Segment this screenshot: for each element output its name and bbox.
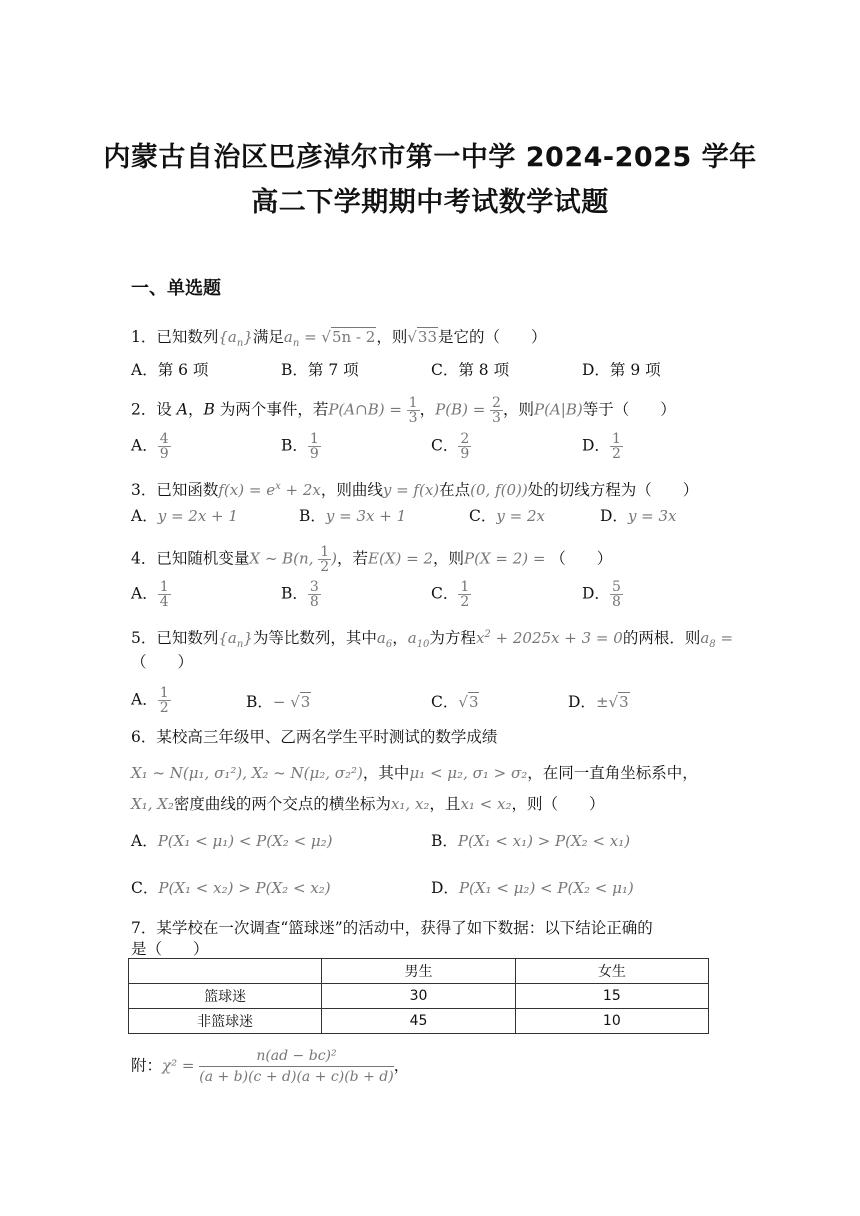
chi-square-note: 附：χ² = $\frac{\text{n(ad − bc)²}}{(a + b)(c + d)(a + c)(b + d)}$ ， xyxy=(131,1048,410,1085)
q2-option-c: C． $\frac{2}{9}$ xyxy=(431,431,470,462)
section-heading: 一、单选题 xyxy=(131,278,221,299)
q4-option-c: C． $\frac{1}{2}$ xyxy=(431,579,470,610)
q2-option-b: B． $\frac{1}{9}$ xyxy=(281,431,319,462)
q3-option-d: D．y = 3x xyxy=(600,507,677,525)
table-row xyxy=(129,984,709,1009)
table-row xyxy=(129,1009,709,1034)
q2-option-d: D． $\frac{1}{2}$ xyxy=(582,431,621,462)
question-3: 3．已知函数$f(x) = e^x + 2x$，则曲线y = f(x)在点(0, f(0))处的切线方程为（ ） xyxy=(131,481,699,499)
table-header-cell: 女生 xyxy=(515,959,708,984)
q3-option-a: A．y = 2x + 1 xyxy=(131,507,238,525)
q5-option-d: D．±√3 xyxy=(568,693,629,711)
question-5: 5．已知数列$\{a_n\}$为等比数列，其中$a_6$，$a_{10}$为方程$x^2 + 2025x + 3 = 0$的两根．则$a_8$ = xyxy=(131,629,734,650)
question-4: 4．已知随机变量X ~ B(n, $\frac{1}{2}$ )，若E(X) = 2，则P(X = 2) = （ ） xyxy=(131,544,613,575)
table-header-cell xyxy=(129,959,322,984)
question-6: 6．某校高三年级甲、乙两名学生平时测试的数学成绩 xyxy=(131,728,498,746)
q6-option-d: D．P(X₁ < μ₂) < P(X₂ < μ₁) xyxy=(431,879,634,897)
question-7: 7．某学校在一次调查“篮球迷”的活动中，获得了如下数据：以下结论正确的 xyxy=(131,919,653,937)
q2-option-a: A． $\frac{4}{9}$ xyxy=(131,431,169,462)
q6-option-c: C．P(X₁ < x₂) > P(X₂ < x₂) xyxy=(131,879,331,897)
q1-option-c: C．第 8 项 xyxy=(431,361,510,379)
table-cell: 30 xyxy=(322,984,515,1009)
q3-option-b: B．y = 3x + 1 xyxy=(299,507,407,525)
table-cell: 10 xyxy=(515,1009,708,1034)
exam-title-line1: 内蒙古自治区巴彦淖尔市第一中学 2024-2025 学年 xyxy=(103,142,757,173)
q4-option-a: A． $\frac{1}{4}$ xyxy=(131,579,169,610)
q1-option-a: A．第 6 项 xyxy=(131,361,209,379)
table-header-cell: 男生 xyxy=(322,959,515,984)
q4-option-b: B． $\frac{3}{8}$ xyxy=(281,579,319,610)
question-7-line2: 是（ ） xyxy=(131,940,209,958)
table-cell: 45 xyxy=(322,1009,515,1034)
q1-option-b: B．第 7 项 xyxy=(281,361,359,379)
exam-title-line2: 高二下学期期中考试数学试题 xyxy=(251,187,609,218)
question-6-line3: X₁, X₂密度曲线的两个交点的横坐标为x₁, x₂，且x₁ < x₂，则（ ） xyxy=(131,795,605,813)
q3-option-c: C．y = 2x xyxy=(469,507,545,525)
table-cell: 篮球迷 xyxy=(129,984,322,1009)
q5-option-b: B．− √3 xyxy=(246,693,311,711)
question-2: 2．设 A，B 为两个事件，若P(A∩B) = $\frac{1}{3}$ ，P(B) = $\frac{2}{3}$ ，则P(A|B)等于（ ） xyxy=(131,395,676,426)
q5-option-a: A． $\frac{1}{2}$ xyxy=(131,685,169,716)
table-cell: 15 xyxy=(515,984,708,1009)
table-cell: 非篮球迷 xyxy=(129,1009,322,1034)
q6-option-a: A．P(X₁ < μ₁) < P(X₂ < μ₂) xyxy=(131,832,333,850)
table-header-row xyxy=(129,959,709,984)
question-5-line2: （ ） xyxy=(131,653,194,671)
q4-option-d: D． $\frac{5}{8}$ xyxy=(582,579,621,610)
question-1: 1．已知数列$\{a_n\}$满足$a_n = √5n - 2$，则√33是它的（ ） xyxy=(131,328,547,349)
question-6-line2: X₁ ~ N(μ₁, σ₁²), X₂ ~ N(μ₂, σ₂²)，其中μ₁ < μ₂, σ₁ > σ₂，在同一直角坐标系中， xyxy=(131,764,698,782)
q5-option-c: C．√3 xyxy=(431,693,479,711)
survey-table xyxy=(128,958,709,1034)
q1-option-d: D．第 9 项 xyxy=(582,361,661,379)
q6-option-b: B．P(X₁ < x₁) > P(X₂ < x₁) xyxy=(431,832,631,850)
